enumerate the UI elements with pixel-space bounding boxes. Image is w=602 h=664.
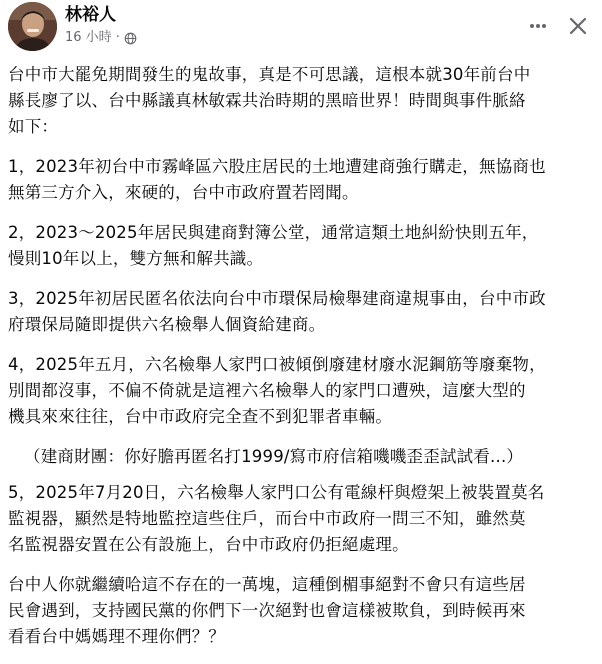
post-body <box>8 62 598 664</box>
post-paragraph-closing: 台中人你就繼續哈這不存在的一萬塊，這種倒楣事絕對不會只有這些居 民會遇到，支持國民黨的你們下一次絕對也會這樣被欺負，到時候再來 看看台中媽媽理不理你們？？ <box>8 575 526 646</box>
avatar-photo <box>8 2 57 51</box>
globe-icon[interactable] <box>124 32 137 45</box>
meta-separator: · <box>115 30 120 45</box>
more-options-button[interactable] <box>522 10 554 42</box>
post-paragraph-4: 4，2025年五月，六名檢舉人家門口被傾倒廢建材廢水泥鋼筋等廢棄物， 別間都沒事，不偏不倚就是這裡六名檢舉人的家門口遭殃，這麼大型的 機具來來往往，台中市政府完全查不到犯罪者車輛。 <box>8 355 546 426</box>
post-paragraph-2: 2，2023～2025年居民與建商對簿公堂，通常這類土地糾紛快則五年， 慢則10年以上，雙方無和解共識。 <box>8 223 539 268</box>
author-name[interactable]: 林裕人 <box>65 5 116 25</box>
close-button[interactable] <box>562 10 594 42</box>
post-paragraph-5: 5，2025年7月20日，六名檢舉人家門口公有電線杆與燈架上被裝置莫名 監視器，顯然是特地監控這些住戶，而台中市政府一問三不知，雖然莫 名監視器安置在公有設施上，台中市政府仍拒絕處理。 <box>8 483 545 554</box>
close-icon <box>568 16 588 36</box>
post-time[interactable]: 16 小時 <box>65 30 112 45</box>
post-paragraph-3: 3，2025年初居民匿名依法向台中市環保局檢舉建商違規事由，台中市政 府環保局隨即提供六名檢舉人個資給建商。 <box>8 289 546 334</box>
avatar[interactable] <box>8 2 57 51</box>
post-paragraph-1: 1，2023年初台中市霧峰區六股庄居民的土地遭建商強行購走，無協商也 無第三方介入，來硬的，台中市政府置若罔聞。 <box>8 157 546 202</box>
more-dots-icon <box>528 16 548 36</box>
post-header <box>0 0 602 58</box>
post-meta <box>65 29 137 47</box>
post-paragraph-quote: （建商財團：你好膽再匿名打1999/寫市府信箱嘰嘰歪歪試試看...） <box>24 447 524 466</box>
post-paragraph-intro: 台中市大罷免期間發生的鬼故事，真是不可思議，這根本就30年前台中 縣長廖了以、台中縣議真林敏霖共治時期的黑暗世界！時間與事件脈絡 如下： <box>8 65 531 136</box>
